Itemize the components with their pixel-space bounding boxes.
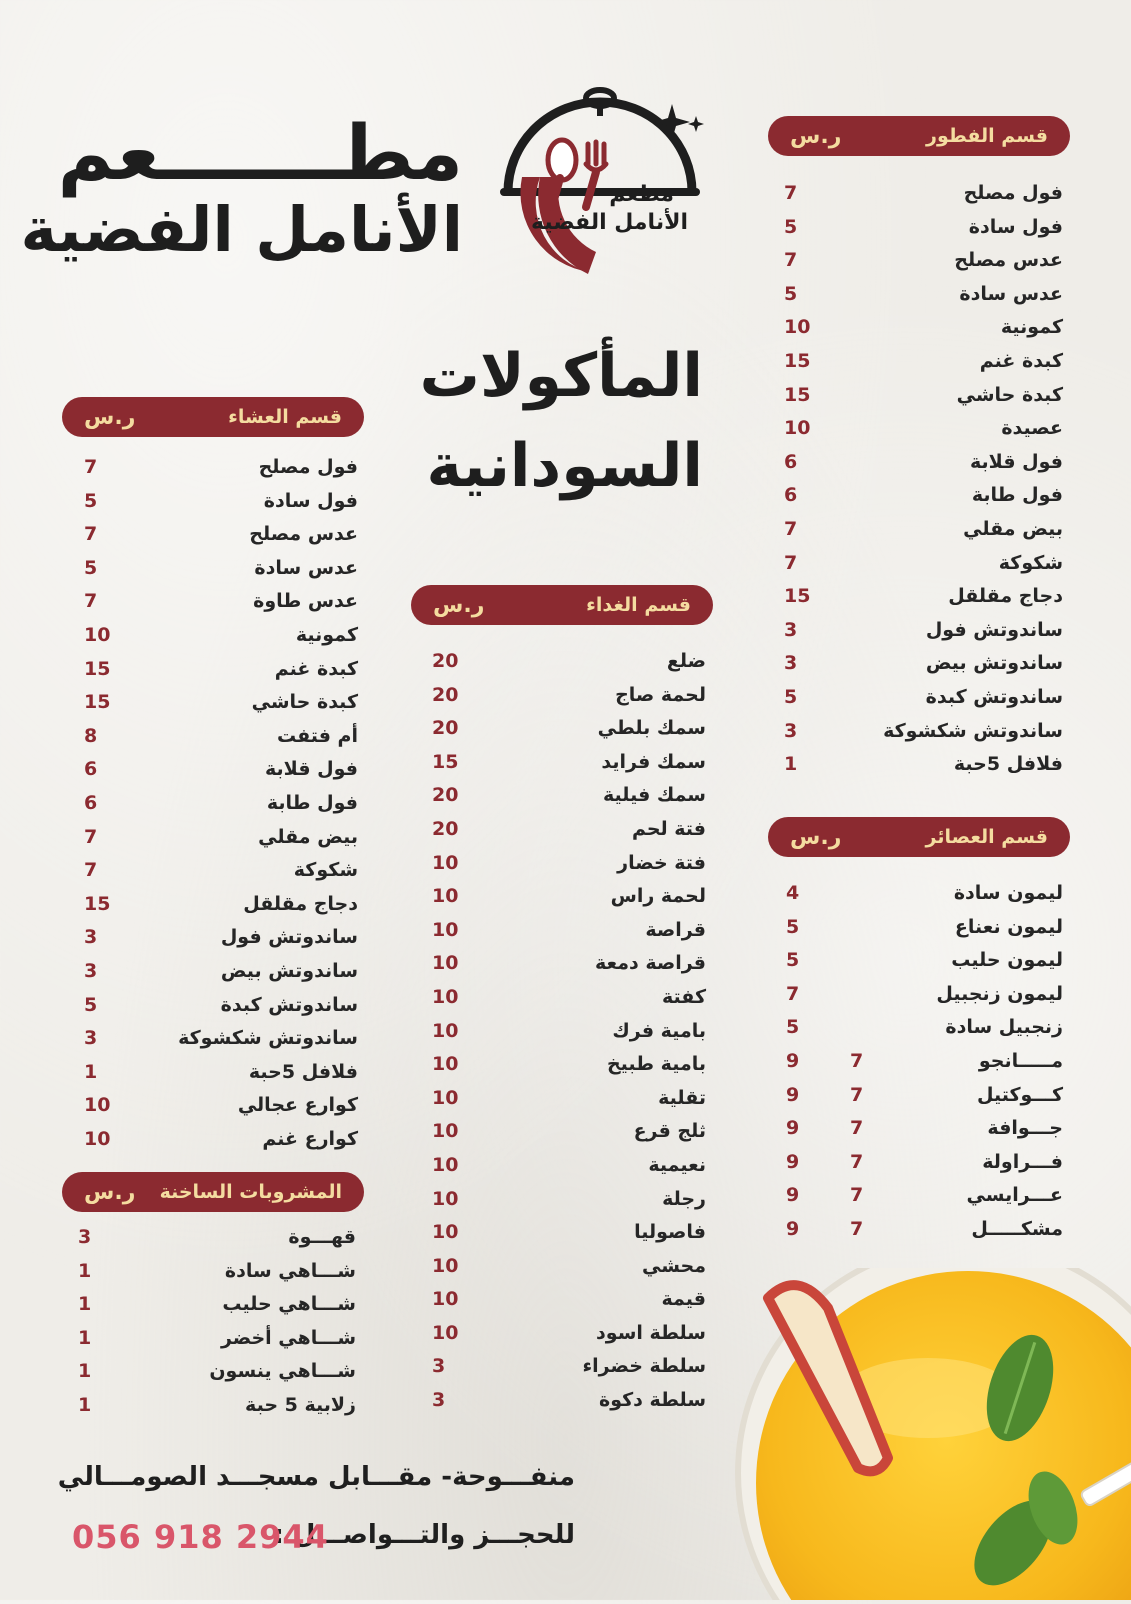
dinner-section-title: قسم العشاء [228, 406, 342, 428]
list-item: مشكـــــل 9 7 [786, 1217, 1063, 1240]
hot-drinks-section-title: المشروبات الساخنة [159, 1181, 342, 1203]
list-item: فول مصلح 7 [84, 456, 358, 478]
list-item: تقلية 10 [432, 1086, 706, 1109]
list-item: فول قلابة 6 [84, 758, 358, 781]
list-item: شكوكة 7 [84, 859, 358, 882]
juice-glass-icon [728, 1268, 1131, 1600]
lunch-items [428, 646, 706, 1419]
list-item: عصيدة 10 [784, 417, 1063, 440]
list-item: جـــوافة 9 7 [786, 1117, 1063, 1140]
restaurant-name-line1: مطـــــــعم [57, 108, 463, 197]
logo-emblem-icon [500, 82, 710, 287]
hot-drinks-section-header [62, 1172, 364, 1212]
list-item: شـــاهي سادة 1 [78, 1259, 356, 1282]
list-item: شكوكة 7 [784, 551, 1063, 574]
list-item: فول مصلح 7 [784, 182, 1063, 204]
list-item: شـــاهي أخضر 1 [78, 1326, 356, 1349]
list-item: قهـــوة 3 [78, 1226, 356, 1248]
list-item: ساندوتش بيض 3 [84, 959, 358, 982]
juices-section-header [768, 817, 1070, 857]
footer-contact-label: للحجـــز والتـــواصـــل : [273, 1520, 575, 1550]
list-item: شـــاهي ينسون 1 [78, 1360, 356, 1383]
list-item: كبدة حاشي 15 [84, 691, 358, 714]
list-item: فول قلابة 6 [784, 450, 1063, 473]
list-item: عدس مصلح 7 [784, 249, 1063, 272]
list-item: سلطة خضراء 3 [432, 1355, 706, 1378]
list-item: فتة خضار 10 [432, 851, 706, 874]
riyal-currency-icon: ر.س [433, 592, 485, 618]
logo-text-line2: الأنامل الفضية [531, 210, 688, 235]
list-item: ليمون سادة 4 [786, 882, 1063, 904]
list-item: عدس سادة 5 [784, 282, 1063, 305]
list-item: فلافل 5حبة 1 [84, 1060, 358, 1083]
restaurant-name-line2: الأنامل الفضية [20, 193, 463, 266]
list-item: ساندوتش بيض 3 [784, 652, 1063, 675]
list-item: فلافل 5حبة 1 [784, 753, 1063, 776]
list-item: شـــاهي حليب 1 [78, 1293, 356, 1316]
breakfast-section-header [768, 116, 1070, 156]
list-item: قراصة 10 [432, 918, 706, 941]
dinner-section-header [62, 397, 364, 437]
list-item: رجلة 10 [432, 1187, 706, 1210]
list-item: ثلج قرع 10 [432, 1120, 706, 1143]
list-item: كبدة غنم 15 [784, 349, 1063, 372]
list-item: فول طابة 6 [784, 484, 1063, 507]
cuisine-title-line2: السودانية [426, 431, 703, 501]
list-item: بيض مقلي 7 [784, 517, 1063, 540]
list-item: سمك بلطي 20 [432, 717, 706, 740]
list-item: كمونية 10 [84, 623, 358, 646]
list-item: قراصة دمعة 10 [432, 952, 706, 975]
list-item: فول طابة 6 [84, 791, 358, 814]
list-item: لحمة راس 10 [432, 885, 706, 908]
list-item: نعيمية 10 [432, 1153, 706, 1176]
list-item: لحمة صاج 20 [432, 683, 706, 706]
list-item: دجاج مقلقل 15 [784, 585, 1063, 608]
list-item: سمك فيلية 20 [432, 784, 706, 807]
cuisine-title-line1: المأكولات [419, 341, 703, 411]
list-item: ليمون نعناع 5 [786, 915, 1063, 938]
list-item: سمك فرايد 15 [432, 750, 706, 773]
list-item: عدس مصلح 7 [84, 523, 358, 546]
riyal-currency-icon: ر.س [84, 404, 136, 430]
list-item: عدس سادة 5 [84, 556, 358, 579]
list-item: بيض مقلي 7 [84, 825, 358, 848]
list-item: كوارع عجالي 10 [84, 1094, 358, 1117]
list-item: ساندوتش شكشوكة 3 [84, 1027, 358, 1050]
breakfast-section-title: قسم الفطور [926, 125, 1048, 147]
list-item: محشي 10 [432, 1254, 706, 1277]
juices-items [768, 878, 1063, 1248]
dinner-items [82, 452, 358, 1157]
list-item: زنجبيل سادة 5 [786, 1016, 1063, 1039]
hot-drinks-items [78, 1222, 356, 1424]
restaurant-logo [500, 82, 710, 287]
list-item: كفتة 10 [432, 985, 706, 1008]
juices-section-title: قسم العصائر [925, 826, 1048, 848]
list-item: ساندوتش شكشوكة 3 [784, 719, 1063, 742]
list-item: ليمون زنجبيل 7 [786, 982, 1063, 1005]
list-item: أم فتفت 8 [84, 724, 358, 747]
footer-address: منفـــوحة- مقـــابل مسجـــد الصومـــالي [57, 1462, 575, 1492]
lunch-section-header [411, 585, 713, 625]
list-item: مـــــانجو 9 7 [786, 1049, 1063, 1072]
list-item: كوارع غنم 10 [84, 1127, 358, 1150]
breakfast-items [768, 178, 1063, 783]
list-item: ساندوتش فول 3 [84, 926, 358, 949]
list-item: سلطة دكوة 3 [432, 1389, 706, 1412]
list-item: فول سادة 5 [84, 489, 358, 512]
list-item: عدس طاوة 7 [84, 590, 358, 613]
list-item: بامية طبيخ 10 [432, 1053, 706, 1076]
list-item: فـــراولة 9 7 [786, 1150, 1063, 1173]
list-item: دجاج مقلقل 15 [84, 892, 358, 915]
riyal-currency-icon: ر.س [790, 123, 842, 149]
list-item: كـــوكتيل 9 7 [786, 1083, 1063, 1106]
list-item: ساندوتش كبدة 5 [84, 993, 358, 1016]
list-item: ساندوتش كبدة 5 [784, 685, 1063, 708]
list-item: ضلع 20 [432, 650, 706, 672]
riyal-currency-icon: ر.س [790, 824, 842, 850]
list-item: فاصوليا 10 [432, 1221, 706, 1244]
juice-glass-illustration [728, 1268, 1131, 1600]
footer-phone-number[interactable]: 056 918 2944 [72, 1518, 329, 1556]
list-item: كبدة حاشي 15 [784, 383, 1063, 406]
list-item: بامية فرك 10 [432, 1019, 706, 1042]
list-item: فتة لحم 20 [432, 817, 706, 840]
list-item: زلابية 5 حبة 1 [78, 1393, 356, 1416]
list-item: كمونية 10 [784, 316, 1063, 339]
list-item: عـــرايسي 9 7 [786, 1184, 1063, 1207]
logo-text-line1: مطعم [609, 182, 674, 207]
list-item: فول سادة 5 [784, 215, 1063, 238]
list-item: قيمة 10 [432, 1288, 706, 1311]
list-item: كبدة غنم 15 [84, 657, 358, 680]
lunch-section-title: قسم الغداء [586, 594, 691, 616]
list-item: ليمون حليب 5 [786, 949, 1063, 972]
list-item: سلطة اسود 10 [432, 1321, 706, 1344]
list-item: ساندوتش فول 3 [784, 618, 1063, 641]
riyal-currency-icon: ر.س [84, 1179, 136, 1205]
